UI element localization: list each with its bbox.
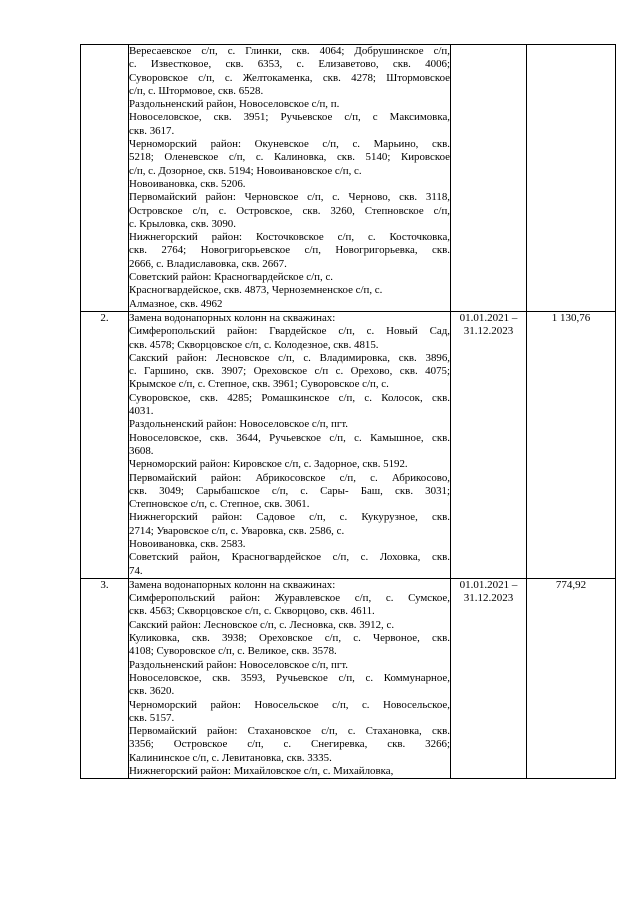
description-line: скв. 4578; Скворцовское с/п, с. Колодезное, скв. 4815. bbox=[129, 338, 379, 351]
description-line: скв. 3617. bbox=[129, 124, 175, 137]
description-line: Раздольненский район, Новоселовское с/п, п. bbox=[129, 98, 340, 111]
table-row bbox=[81, 311, 616, 578]
description-line: Нижнегорский район: Михайловское с/п, с. Михайловка, bbox=[129, 765, 394, 778]
description-line: скв. 5157. bbox=[129, 711, 175, 724]
description-line: Черноморский район: Кировское с/п, с. Задорное, скв. 5192. bbox=[129, 458, 408, 471]
description-line: Нижнегорский район: Косточковское с/п, с. Косточковка, bbox=[129, 231, 450, 244]
description-line: Островское с/п, с. Островское, скв. 3260, Степновское с/п, bbox=[129, 204, 450, 217]
description-line: Суворовское, скв. 4285; Ромашкинское с/п, с. Колосок, скв. bbox=[129, 391, 450, 404]
description-line: с/п, с. Штормовое, скв. 6528. bbox=[129, 84, 264, 97]
description-line: 3356; Островское с/п, с. Снегиревка, скв. 3266; bbox=[129, 738, 450, 751]
row-number bbox=[81, 45, 129, 312]
description-line: 3608. bbox=[129, 444, 154, 457]
work-amount: 774,92 bbox=[527, 578, 616, 778]
description-line: Советский район, Красногвардейское с/п, с. Лоховка, скв. bbox=[129, 551, 450, 564]
work-amount: 1 130,76 bbox=[527, 311, 616, 578]
description-line: Суворовское с/п, с. Желтокаменка, скв. 4278; Штормовское bbox=[129, 71, 450, 84]
description-line: с. Известковое, скв. 6353, с. Елизаветово, скв. 4006; bbox=[129, 58, 450, 71]
description-line: 74. bbox=[129, 564, 143, 577]
description-line: Черноморский район: Новосельское с/п, с. Новосельское, bbox=[129, 698, 450, 711]
work-description bbox=[129, 311, 451, 578]
work-description bbox=[129, 578, 451, 778]
work-period: 01.01.2021 – 31.12.2023 bbox=[451, 311, 527, 578]
description-line: Симферопольский район: Журавлевское с/п, с. Сумское, bbox=[129, 592, 450, 605]
description-line: скв. 2764; Новогригорьевское с/п, Новогригорьевка, скв. bbox=[129, 244, 450, 257]
work-period: 01.01.2021 – 31.12.2023 bbox=[451, 578, 527, 778]
description-line: Куликовка, скв. 3938; Ореховское с/п, с. Червоное, скв. bbox=[129, 632, 450, 645]
description-line: Новоселовское, скв. 3951; Ручьевское с/п, с Максимовка, bbox=[129, 111, 450, 124]
description-line: с. Гаршино, скв. 3907; Ореховское с/п с. Орехово, скв. 4075; bbox=[129, 365, 450, 378]
works-table-body bbox=[81, 45, 616, 779]
description-line: скв. 3049; Сарыбашское с/п, с. Сары- Баш, скв. 3031; bbox=[129, 484, 450, 497]
description-line: Раздольненский район: Новоселовское с/п, пгт. bbox=[129, 418, 349, 431]
row-number: 3. bbox=[81, 578, 129, 778]
description-line: Новоселовское, скв. 3593, Ручьевское с/п, с. Коммунарное, bbox=[129, 671, 450, 684]
work-period bbox=[451, 45, 527, 312]
row-number: 2. bbox=[81, 311, 129, 578]
description-line: Новоивановка, скв. 5206. bbox=[129, 177, 246, 190]
description-line: Симферопольский район: Гвардейское с/п, с. Новый Сад, bbox=[129, 325, 450, 338]
description-line: 2666, с. Владиславовка, скв. 2667. bbox=[129, 257, 287, 270]
description-line: Советский район: Красногвардейское с/п, с. bbox=[129, 271, 333, 284]
description-line: 4031. bbox=[129, 405, 154, 418]
work-description bbox=[129, 45, 451, 312]
description-line: Нижнегорский район: Садовое с/п, с. Кукурузное, скв. bbox=[129, 511, 450, 524]
description-line: 2714; Уваровское с/п, с. Уваровка, скв. 2586, с. bbox=[129, 524, 345, 537]
description-line: с. Крыловка, скв. 3090. bbox=[129, 217, 236, 230]
description-line: Красногвардейское, скв. 4873, Черноземненское с/п, с. bbox=[129, 284, 383, 297]
description-line: Вересаевское с/п, с. Глинки, скв. 4064; Добрушинское с/п, bbox=[129, 45, 450, 57]
description-line: Первомайский район: Черновское с/п, с. Черново, скв. 3118, bbox=[129, 191, 450, 204]
description-line: Замена водонапорных колонн на скважинах: bbox=[129, 311, 336, 324]
table-row bbox=[81, 578, 616, 778]
description-line: Раздольненский район: Новоселовское с/п, пгт. bbox=[129, 658, 349, 671]
work-amount bbox=[527, 45, 616, 312]
description-line: Сакский район: Лесновское с/п, с. Владимировка, скв. 3896, bbox=[129, 351, 450, 364]
table-row bbox=[81, 45, 616, 312]
works-table bbox=[80, 44, 616, 779]
description-line: скв. 4563; Скворцовское с/п, с. Скворцово, скв. 4611. bbox=[129, 605, 375, 618]
description-line: Первомайский район: Абрикосовское с/п, с. Абрикосово, bbox=[129, 471, 450, 484]
description-line: Крымское с/п, с. Степное, скв. 3961; Суворовское с/п, с. bbox=[129, 378, 389, 391]
description-line: Замена водонапорных колонн на скважинах: bbox=[129, 578, 336, 591]
description-line: Первомайский район: Стахановское с/п, с. Стахановка, скв. bbox=[129, 725, 450, 738]
description-line: Сакский район: Лесновское с/п, с. Лесновка, скв. 3912, с. bbox=[129, 618, 395, 631]
description-line: 4108; Суворовское с/п, с. Великое, скв. 3578. bbox=[129, 645, 337, 658]
description-line: скв. 3620. bbox=[129, 685, 175, 698]
description-line: 5218; Оленевское с/п, с. Калиновка, скв. 5140; Кировское bbox=[129, 151, 450, 164]
description-line: Новоивановка, скв. 2583. bbox=[129, 537, 246, 550]
description-line: с/п, с. Дозорное, скв. 5194; Новоивановское с/п, с. bbox=[129, 164, 362, 177]
description-line: Черноморский район: Окуневское с/п, с. Марьино, скв. bbox=[129, 138, 450, 151]
description-line: Новоселовское, скв. 3644, Ручьевское с/п, с. Камышное, скв. bbox=[129, 431, 450, 444]
description-line: Калининское с/п, с. Левитановка, скв. 3335. bbox=[129, 751, 332, 764]
description-line: Степновское с/п, с. Степное, скв. 3061. bbox=[129, 498, 310, 511]
description-line: Алмазное, скв. 4962 bbox=[129, 297, 223, 310]
